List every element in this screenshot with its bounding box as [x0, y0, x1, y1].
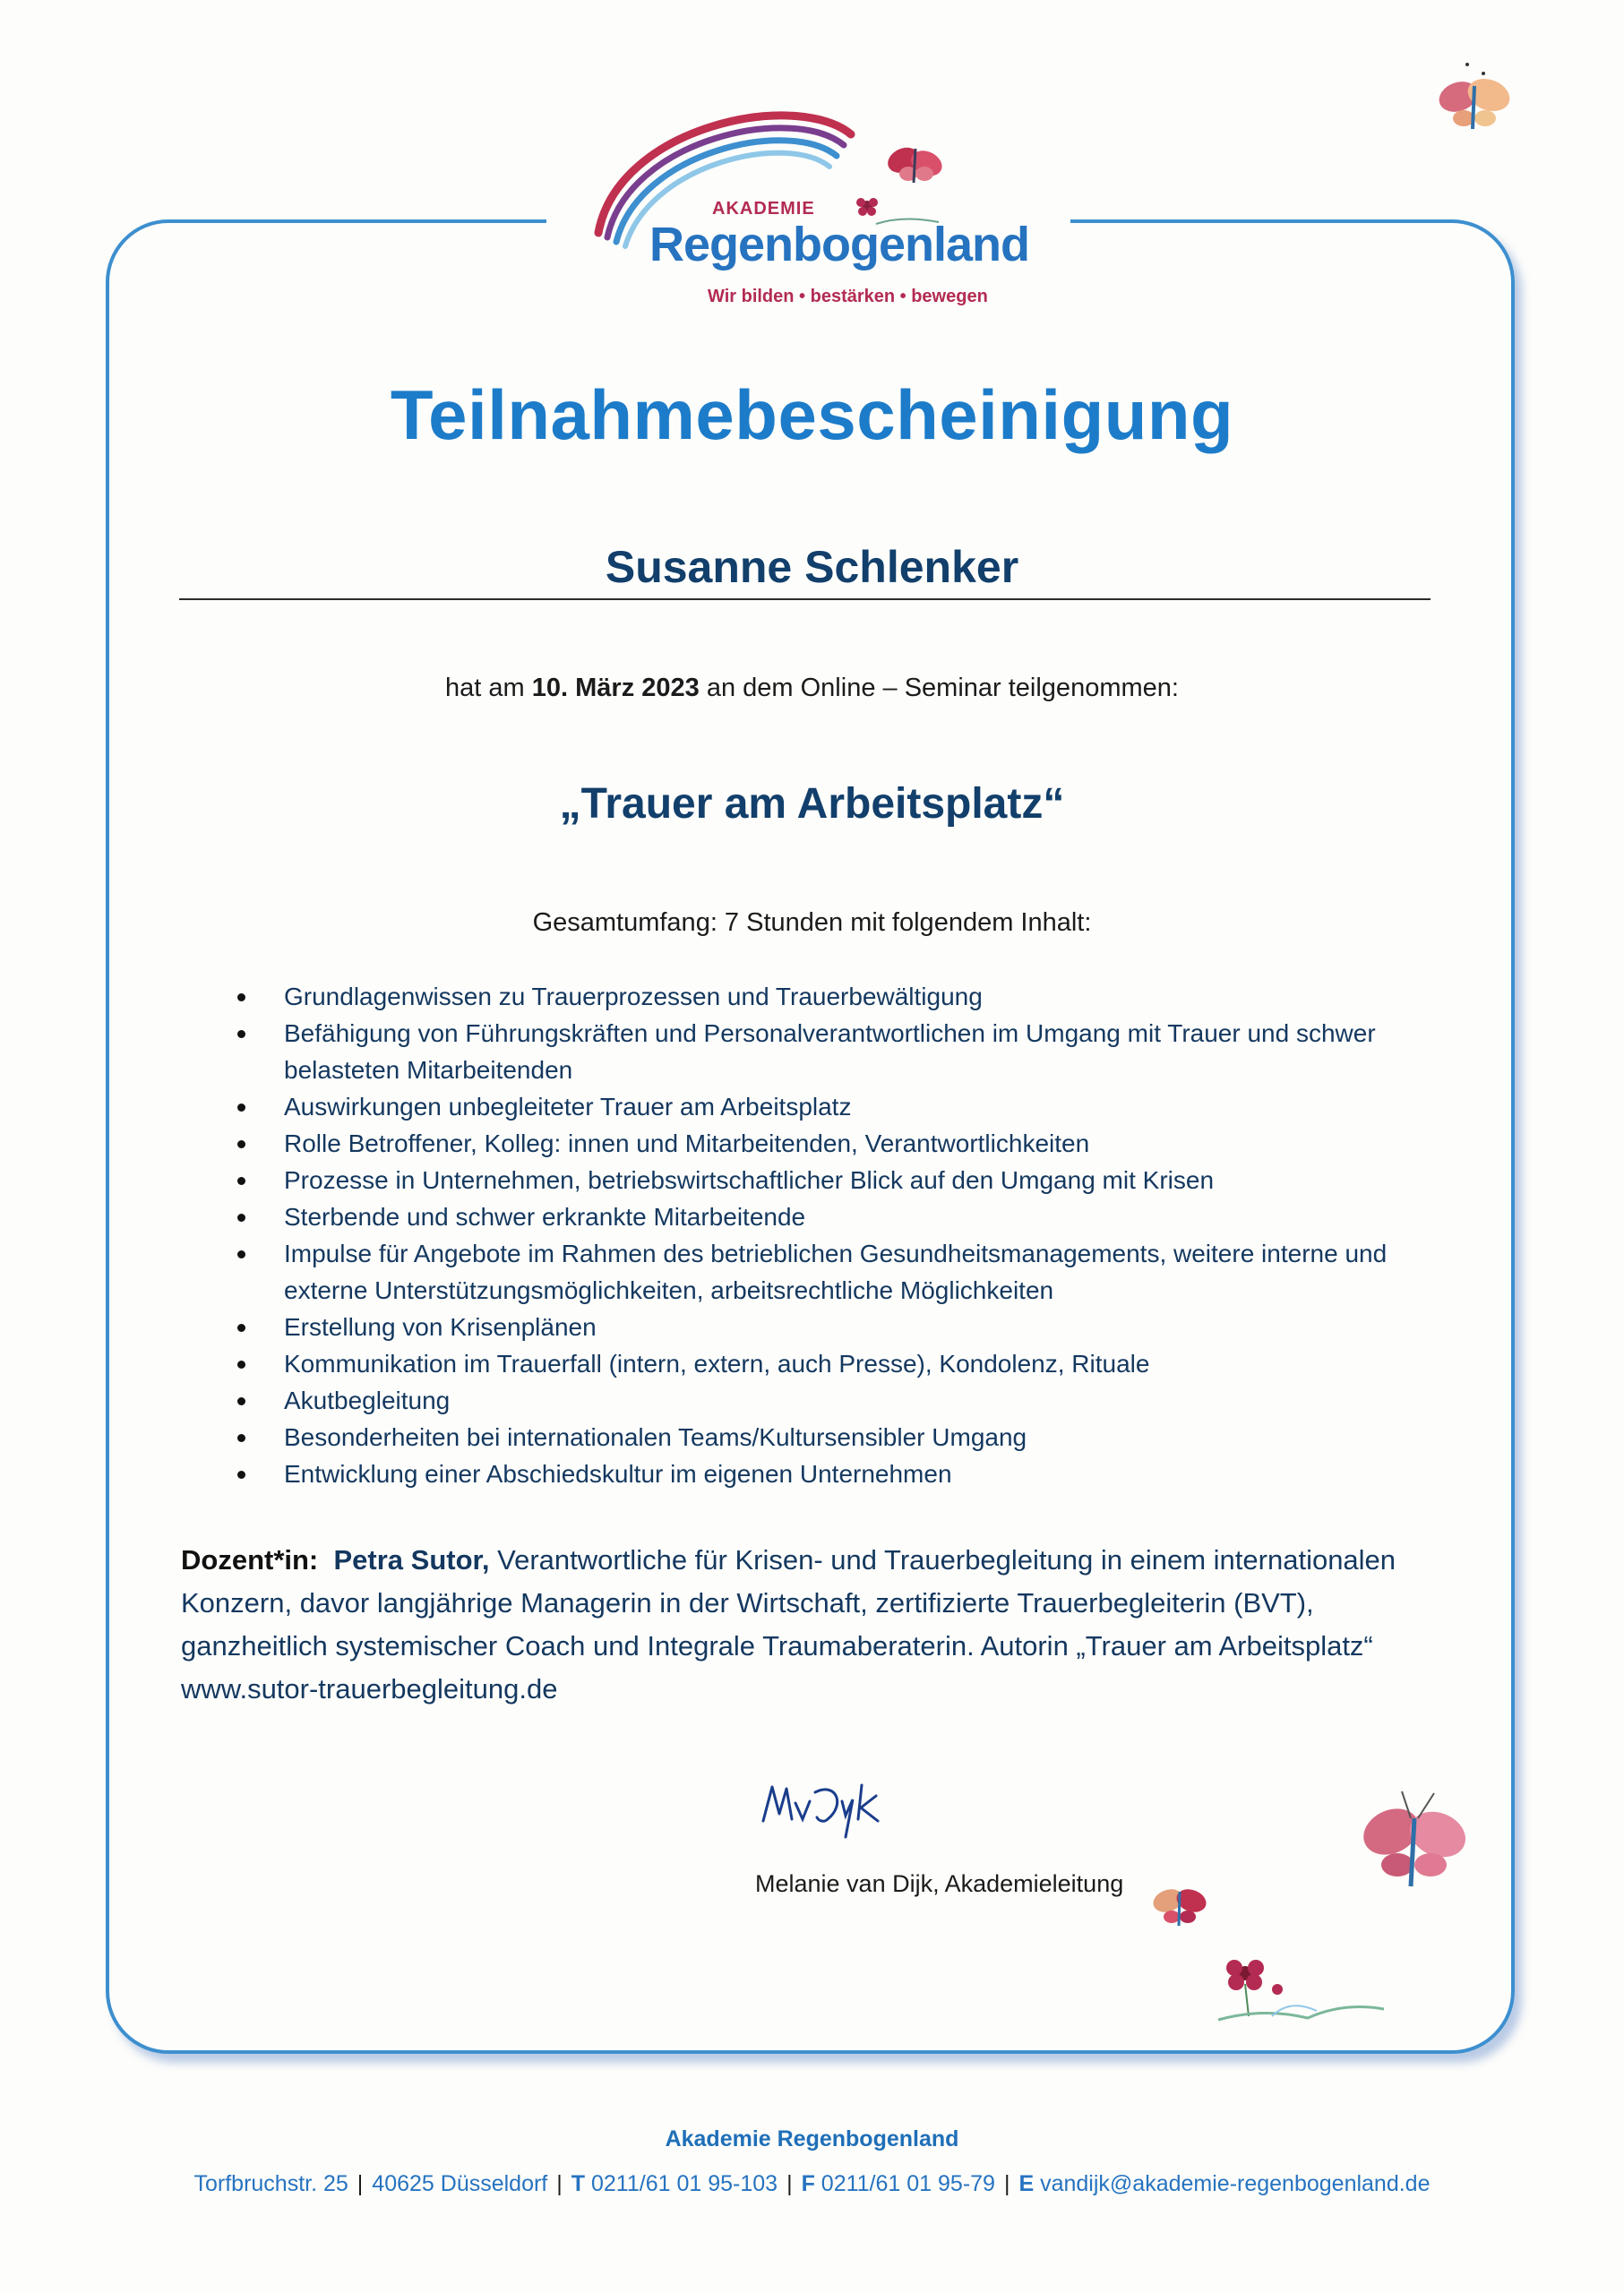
list-item: Akutbegleitung [237, 1382, 1429, 1419]
lecturer-label: Dozent*in: [181, 1544, 319, 1576]
footer-city: 40625 Düsseldorf [372, 2171, 548, 2196]
signer-name: Melanie van Dijk, Akademieleitung [755, 1870, 1124, 1897]
course-scope: Gesamtumfang: 7 Stunden mit folgendem Inhalt: [532, 908, 1092, 937]
footer-phone: 0211/61 01 95-103 [591, 2171, 778, 2196]
email-label: E [1018, 2171, 1035, 2196]
footer-org: Akademie Regenbogenland [665, 2126, 959, 2151]
list-item: Auswirkungen unbegleiteter Trauer am Arbeitsplatz [237, 1088, 1429, 1125]
attendance-prefix: hat am [445, 674, 532, 702]
participant-name: Susanne Schlenker [605, 542, 1019, 592]
logo-akademie: AKADEMIE [712, 199, 815, 219]
lecturer-info [181, 1539, 1435, 1711]
seminar-title: „Trauer am Arbeitsplatz“ [559, 780, 1065, 828]
logo-name: Regenbogenland [649, 218, 1030, 271]
list-item: Grundlagenwissen zu Trauerprozessen und Trauerbewältigung [237, 978, 1429, 1015]
phone-label: T [571, 2171, 586, 2196]
footer-street: Torfbruchstr. 25 [193, 2171, 348, 2196]
list-item: Rolle Betroffener, Kolleg: innen und Mitarbeitenden, Verantwortlichkeiten [237, 1125, 1429, 1162]
flower-icon [1209, 1948, 1388, 2029]
lecturer-bio: Verantwortliche für Krisen- und Trauerbegleitung in einem internationalen Konzern, davor langjährige Managerin in der Wirtschaft, zertifizierte Trauerbegleiterin (BVT), ganzheitlich systemischer Coach und Integrale Traumaberaterin. Autorin „Trauer am Arbeitsplatz“ www.sutor-trauerbegleitung.de [181, 1544, 1396, 1705]
list-item: Erstellung von Krisenplänen [237, 1309, 1429, 1345]
butterfly-large-icon [1348, 1782, 1482, 1908]
footer-email: vandijk@akademie-regenbogenland.de [1040, 2171, 1431, 2196]
butterfly-top-right-icon [1424, 54, 1523, 152]
fax-label: F [801, 2171, 815, 2196]
list-item: Besonderheiten bei internationalen Teams/Kultursensibler Umgang [237, 1419, 1429, 1456]
name-underline [179, 598, 1431, 600]
list-item: Sterbende und schwer erkrankte Mitarbeitende [237, 1198, 1429, 1235]
attendance-date: 10. März 2023 [531, 674, 700, 702]
butterfly-small-icon [1145, 1872, 1216, 1935]
footer-fax: 0211/61 01 95-79 [821, 2171, 995, 2196]
list-item: Prozesse in Unternehmen, betriebswirtschaftlicher Blick auf den Umgang mit Krisen [237, 1162, 1429, 1198]
footer-contact: Torfbruchstr. 25 | 40625 Düsseldorf | T 0211/61 01 95-103 | F 0211/61 01 95-79 | E vandijk@akademie-regenbogenland.de [193, 2171, 1431, 2196]
list-item: Impulse für Angebote im Rahmen des betrieblichen Gesundheitsmanagements, weitere interne und externe Unterstützungsmöglichkeiten, arbeitsrechtliche Möglichkeiten [237, 1235, 1429, 1309]
certificate-title: Teilnahmebescheinigung [390, 375, 1234, 454]
list-item: Kommunikation im Trauerfall (intern, extern, auch Presse), Kondolenz, Rituale [237, 1345, 1429, 1382]
logo-tagline: Wir bilden • bestärken • bewegen [708, 287, 988, 306]
attendance-statement [0, 674, 1624, 703]
list-item: Entwicklung einer Abschiedskultur im eigenen Unternehmen [237, 1456, 1429, 1492]
lecturer-name: Petra Sutor, [333, 1544, 490, 1576]
list-item: Befähigung von Führungskräften und Personalverantwortlichen im Umgang mit Trauer und schwer belasteten Mitarbeitenden [237, 1015, 1429, 1088]
handwritten-signature [752, 1769, 914, 1850]
topic-list [237, 978, 1429, 1492]
attendance-suffix: an dem Online – Seminar teilgenommen: [699, 674, 1179, 702]
